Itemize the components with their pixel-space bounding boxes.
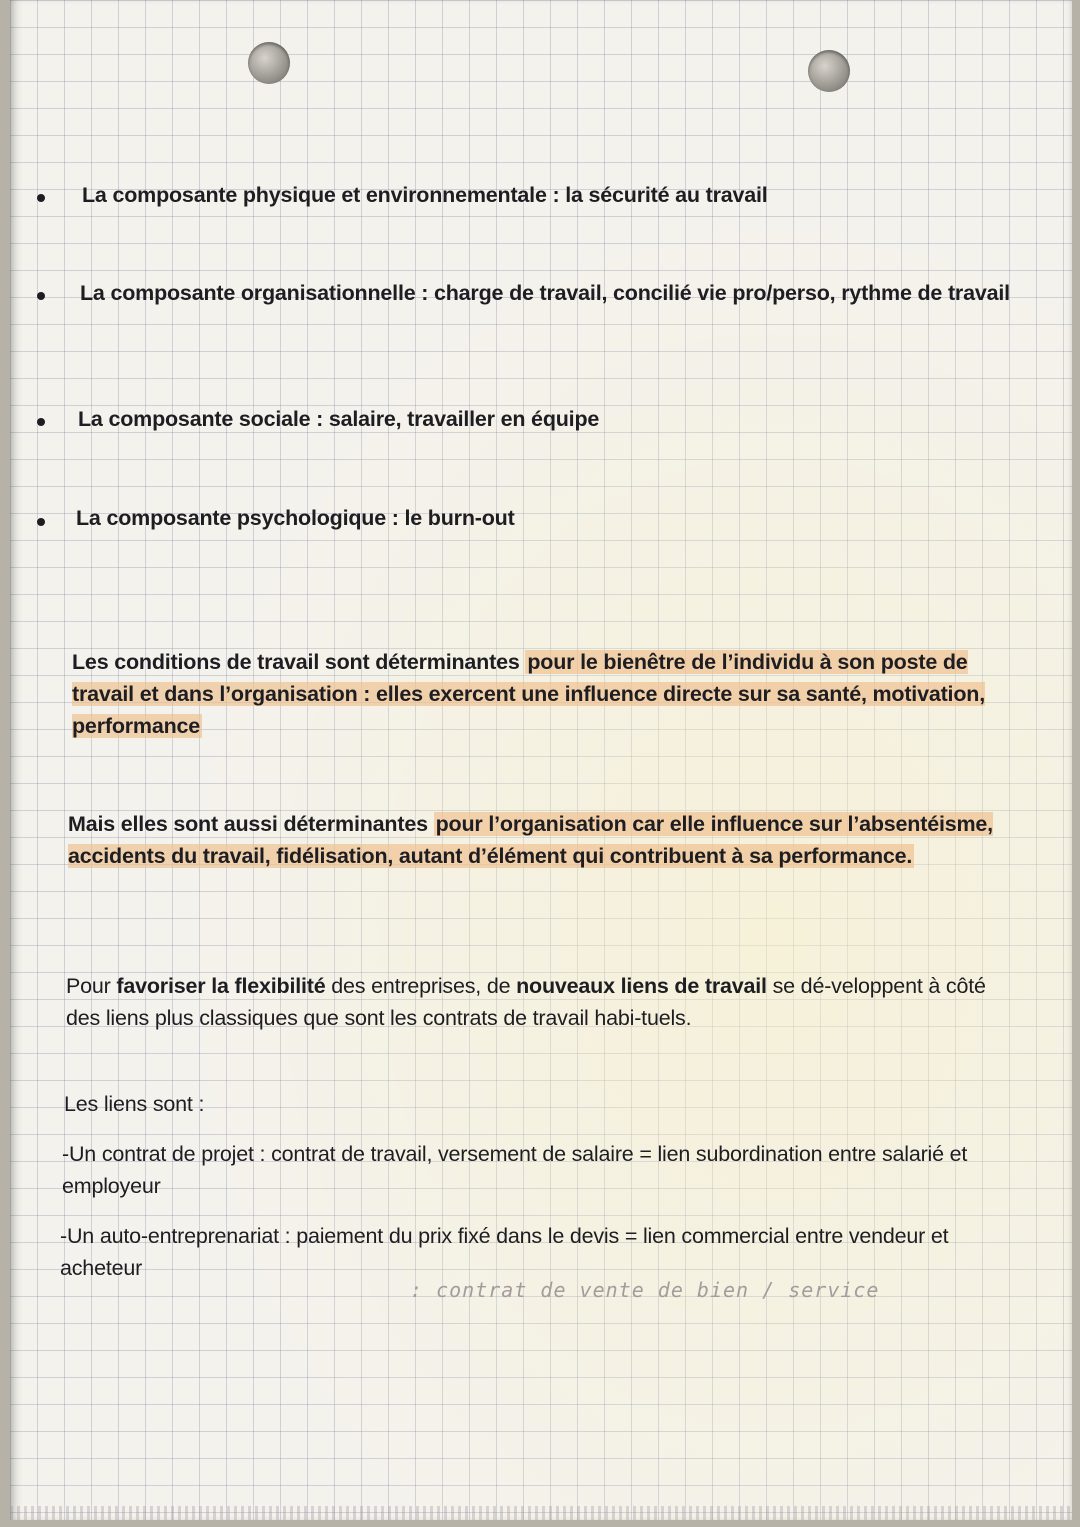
bullet-item: La composante physique et environnementale : la sécurité au travail (82, 183, 768, 207)
bold-text: nouveaux liens de travail (516, 974, 767, 998)
paragraph-text: Pour (66, 974, 117, 998)
bullet-dot (37, 518, 45, 526)
notebook-page (10, 0, 1072, 1520)
bullet-item: La composante sociale : salaire, travailler en équipe (78, 407, 600, 431)
page-bottom-edge (10, 1506, 1072, 1520)
punch-hole-right (808, 50, 850, 92)
bullet-dot (37, 194, 45, 202)
lien-item-contrat-projet: -Un contrat de projet : contrat de travail, versement de salaire = lien subordination entre salarié et employeur (62, 1142, 968, 1198)
lien-item-auto-entreprenariat: -Un auto-entreprenariat : paiement du prix fixé dans le devis = lien commercial entre vendeur et acheteur (60, 1224, 949, 1280)
paragraph-conditions-organisation (68, 808, 1008, 872)
paragraph-text: se dé-veloppent à côté des liens plus classiques que sont les contrats de travail habi-tuels. (66, 974, 986, 1030)
bold-text: favoriser la flexibilité (116, 974, 326, 998)
paragraph-conditions-individu (72, 646, 1002, 742)
handwritten-note: : contrat de vente de bien / service (410, 1278, 880, 1302)
liens-intro: Les liens sont : (64, 1092, 205, 1116)
bullet-item: La composante psychologique : le burn-out (76, 506, 515, 530)
paragraph-text: Les conditions de travail sont déterminantes (72, 650, 526, 674)
highlighted-text: pour le bienêtre de l’individu à son poste de travail et dans l’organisation : elles exercent une influence directe sur sa santé, motivation, performance (72, 650, 985, 738)
bullet-item: La composante organisationnelle : charge de travail, concilié vie pro/perso, rythme de travail (80, 281, 1010, 305)
highlighted-text: pour l’organisation car elle influence sur l’absentéisme, accidents du travail, fidélisation, autant d’élément qui contribuent à sa performance. (68, 812, 993, 868)
bullet-dot (37, 418, 45, 426)
paragraph-text: des entreprises, de (325, 974, 517, 998)
bullet-dot (37, 292, 45, 300)
punch-hole-left (248, 42, 290, 84)
paragraph-flexibilite (66, 970, 1006, 1034)
paragraph-text: Mais elles sont aussi déterminantes (68, 812, 434, 836)
